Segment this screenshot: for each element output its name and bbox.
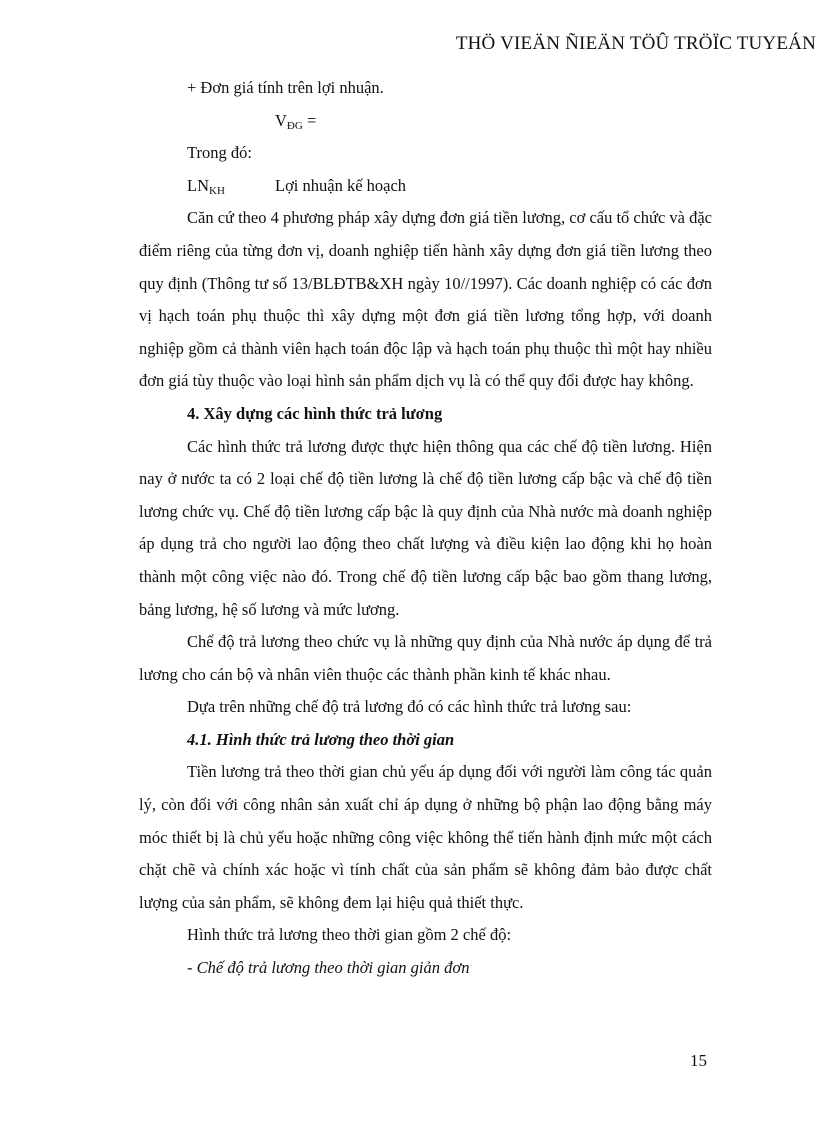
definition-description: Lợi nhuận kế hoạch — [275, 175, 407, 195]
section-heading: 4. Xây dựng các hình thức trả lương — [187, 403, 443, 423]
paragraph: Hình thức trả lương theo thời gian gồm 2 chế độ: — [187, 925, 512, 945]
paragraph: Dựa trên những chế độ trả lương đó có các hình thức trả lương sau: — [187, 697, 632, 717]
definition-term — [187, 170, 275, 203]
page-header: THÖ VIEÄN ÑIEÄN TÖÛ TRÖÏC TUYEÁN — [455, 33, 816, 54]
paragraph: Các hình thức trả lương được thực hiện thông qua các chế độ tiền lương. Hiện nay ở nước ta có 2 loại chế độ tiền lương là chế độ tiền lương cấp bậc và chế độ tiền lương chức vụ. Chế độ tiền lương cấp bậc là quy định của Nhà nước mà doanh nghiệp áp dụng trả cho người lao động theo chất lượng và điều kiện lao động khi họ hoàn thành một công việc nào đó. Trong chế độ tiền lương cấp bậc bao gồm thang lương, bảng lương, hệ số lương và mức lương. — [139, 436, 712, 619]
formula — [139, 105, 712, 138]
term-subscript: KH — [209, 184, 225, 197]
subsection-heading: 4.1. Hình thức trả lương theo thời gian — [187, 729, 455, 749]
italic-list-item: - Chế độ trả lương theo thời gian giản đơn — [187, 958, 470, 978]
document-body — [139, 72, 712, 985]
page-number: 15 — [690, 1051, 707, 1070]
formula-equals: = — [302, 110, 317, 130]
formula-subscript: ĐG — [286, 119, 303, 132]
where-label: Trong đó: — [187, 143, 252, 163]
paragraph: Căn cứ theo 4 phương pháp xây dựng đơn giá tiền lương, cơ cấu tổ chức và đặc điểm riêng của từng đơn vị, doanh nghiệp tiến hành xây dựng đơn giá tiền lương theo quy định (Thông tư số 13/BLĐTB&XH ngày 10//1997). Các doanh nghiệp có các đơn vị hạch toán phụ thuộc thì xây dựng một đơn giá tiền lương tổng hợp, với doanh nghiệp gồm cả thành viên hạch toán độc lập và hạch toán phụ thuộc thì một hay nhiều đơn giá tùy thuộc vào loại hình sản phẩm dịch vụ là có thể quy đổi được hay không. — [139, 208, 712, 391]
paragraph: Tiền lương trả theo thời gian chủ yếu áp dụng đối với người làm công tác quản lý, còn đối với công nhân sản xuất chỉ áp dụng ở những bộ phận lao động bằng máy móc thiết bị là chủ yếu hoặc những công việc không thể tiến hành định mức một cách chặt chẽ và chính xác hoặc vì tính chất của sản phẩm sẽ không đảm bảo được chất lượng của sản phẩm, sẽ không đem lại hiệu quả thiết thực. — [139, 762, 712, 912]
definition-row — [139, 170, 712, 203]
bullet-line: + Đơn giá tính trên lợi nhuận. — [187, 78, 384, 97]
paragraph: Chế độ trả lương theo chức vụ là những quy định của Nhà nước áp dụng để trả lương cho cán bộ và nhân viên thuộc các thành phần kinh tế khác nhau. — [139, 632, 712, 684]
term-symbol: LN — [187, 175, 209, 195]
formula-symbol: V — [275, 110, 287, 130]
